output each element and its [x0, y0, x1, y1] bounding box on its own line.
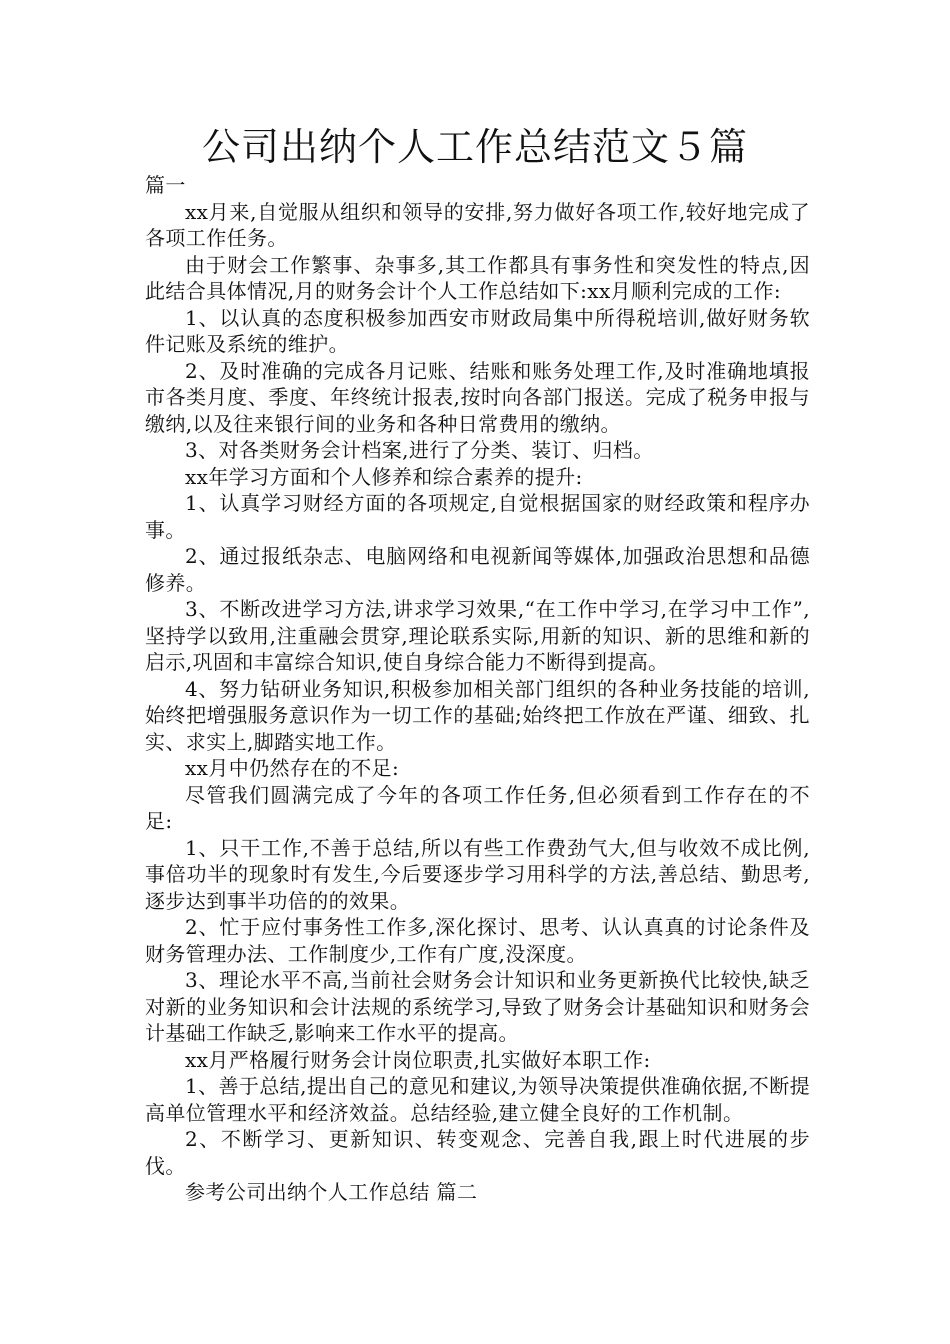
document-title: 公司出纳个人工作总结范文５篇: [201, 125, 748, 169]
section-heading: 参考公司出纳个人工作总结 篇二: [185, 1180, 478, 1204]
paragraph: xx月中仍然存在的不足:: [185, 756, 400, 780]
paragraph: 1、善于总结,提出自己的意见和建议,为领导决策提供准确依据,不断提高单位管理水平和经济效益。总结经验,建立健全良好的工作机制。: [145, 1074, 810, 1125]
paragraph: 2、不断学习、更新知识、转变观念、完善自我,跟上时代进展的步伐。: [145, 1127, 810, 1178]
paragraph: 由于财会工作繁事、杂事多,其工作都具有事务性和突发性的特点,因此结合具体情况,月的财务会计个人工作总结如下:xx月顺利完成的工作:: [145, 252, 810, 303]
paragraph: 3、不断改进学习方法,讲求学习效果,“在工作中学习,在学习中工作”,坚持学以致用,注重融会贯穿,理论联系实际,用新的知识、新的思维和新的启示,巩固和丰富综合知识,使自身综合能力不断得到提高。: [145, 597, 810, 674]
paragraph: 2、及时准确的完成各月记账、结账和账务处理工作,及时准确地填报市各类月度、季度、年终统计报表,按时向各部门报送。完成了税务申报与缴纳,以及往来银行间的业务和各种日常费用的缴纳。: [145, 358, 810, 436]
section-heading: 篇一: [145, 173, 186, 197]
paragraph: 1、以认真的态度积极参加西安市财政局集中所得税培训,做好财务软件记账及系统的维护。: [145, 305, 810, 356]
paragraph: 3、理论水平不高,当前社会财务会计知识和业务更新换代比较快,缺乏对新的业务知识和会计法规的系统学习,导致了财务会计基础知识和财务会计基础工作缺乏,影响来工作水平的提高。: [145, 968, 810, 1045]
paragraph: 2、通过报纸杂志、电脑网络和电视新闻等媒体,加强政治思想和品德修养。: [145, 544, 810, 595]
paragraph: 1、只干工作,不善于总结,所以有些工作费劲气大,但与收效不成比例,事倍功半的现象时有发生,今后要逐步学习用科学的方法,善总结、勤思考,逐步达到事半功倍的的效果。: [145, 835, 810, 913]
paragraph: 2、忙于应付事务性工作多,深化探讨、思考、认认真真的讨论条件及财务管理办法、工作制度少,工作有广度,没深度。: [145, 915, 810, 966]
paragraph: 尽管我们圆满完成了今年的各项工作任务,但必须看到工作存在的不足:: [145, 782, 810, 833]
paragraph: xx年学习方面和个人修养和综合素养的提升:: [185, 464, 583, 489]
paragraph: xx月严格履行财务会计岗位职责,扎实做好本职工作:: [185, 1047, 651, 1072]
paragraph: 3、对各类财务会计档案,进行了分类、装订、归档。: [185, 438, 654, 462]
document-body: [145, 172, 810, 1206]
paragraph: xx月来,自觉服从组织和领导的安排,努力做好各项工作,较好地完成了各项工作任务。: [145, 199, 810, 250]
paragraph: 4、努力钻研业务知识,积极参加相关部门组织的各种业务技能的培训,始终把增强服务意识作为一切工作的基础;始终把工作放在严谨、细致、扎实、求实上,脚踏实地工作。: [145, 676, 810, 754]
paragraph: 1、认真学习财经方面的各项规定,自觉根据国家的财经政策和程序办事。: [145, 491, 810, 542]
